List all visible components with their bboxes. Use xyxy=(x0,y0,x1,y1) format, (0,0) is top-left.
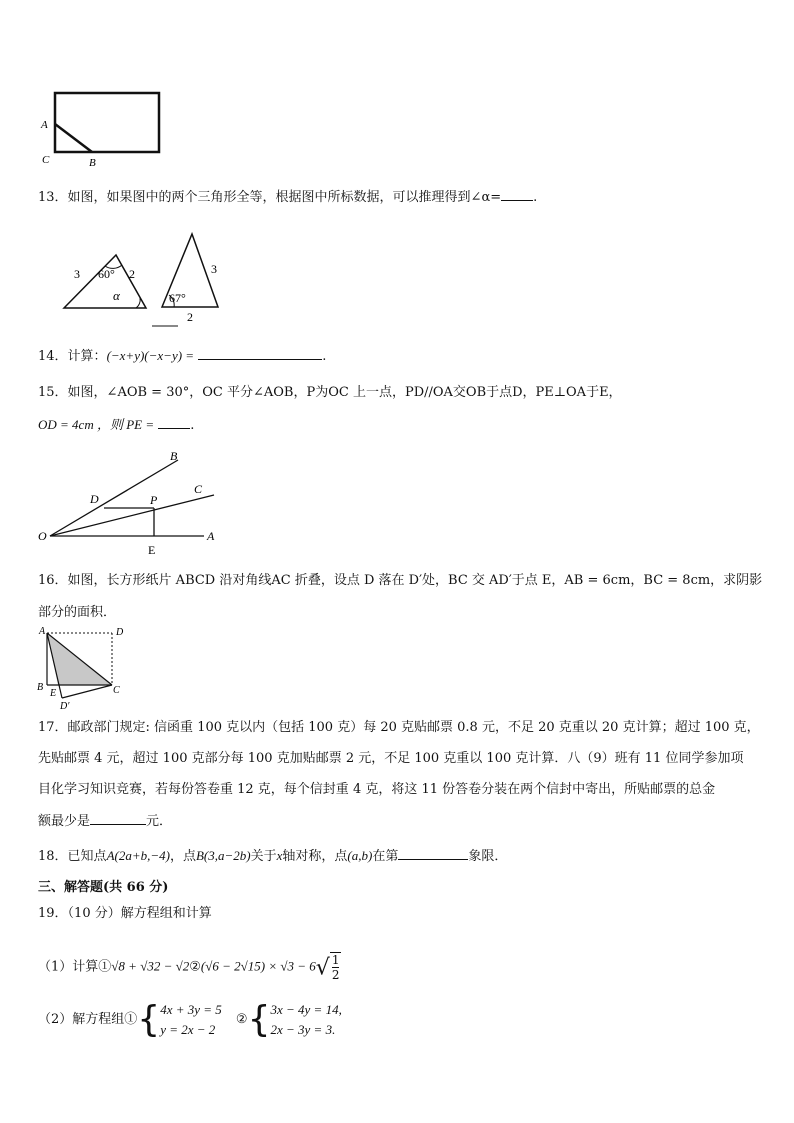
q17-text-2: 先贴邮票 4 元，超过 100 克部分每 100 克加贴邮票 2 元，不足 100 克重以 100 克计算．八（9）班有 11 位同学参加项 xyxy=(38,751,744,766)
system-1 xyxy=(160,1000,222,1040)
fig15-c: C xyxy=(194,482,203,496)
t2-angle-67: 67° xyxy=(169,291,186,305)
angle-figure xyxy=(36,446,226,558)
fig16-b: B xyxy=(37,682,44,693)
fig15-e: E xyxy=(148,543,156,557)
q19-frac-den: 2 xyxy=(331,968,340,982)
q15-text-2: OD = 4cm ，则 PE = xyxy=(38,417,155,432)
q18-text-d: 轴对称，点 xyxy=(282,849,348,864)
fig15-d: D xyxy=(90,492,99,506)
q13-tail: . xyxy=(533,190,538,205)
q17-text-4b: 元． xyxy=(146,814,173,829)
q19-sqrt-sign: √ xyxy=(315,955,330,981)
q15-text-1: 如图，∠AOB = 30°，OC 平分∠AOB，P为OC 上一点，PD//OA交OB于点D，PE⊥OA于E， xyxy=(67,385,622,400)
q18-text-b: ，点 xyxy=(169,849,196,864)
q19-p1-mid: ② xyxy=(189,959,201,975)
q19-p2-label: （2）解方程组① xyxy=(38,1012,138,1027)
question-19-part-2 xyxy=(38,1000,342,1040)
fig16-d: D xyxy=(116,627,124,638)
q18-point-b: B(3,a−2b) xyxy=(195,848,251,863)
t2-side-right: 3 xyxy=(211,262,217,276)
sys2-eq1: 3x − 4y = 14, xyxy=(270,1002,342,1017)
q19-p1-label: （1）计算① xyxy=(38,959,112,975)
question-13 xyxy=(38,188,537,207)
q14-expression: (−x+y)(−x−y) = xyxy=(106,348,195,363)
q18-x: x xyxy=(276,848,283,863)
sys1-eq1: 4x + 3y = 5 xyxy=(160,1002,222,1017)
q14-answer-blank[interactable] xyxy=(198,347,322,360)
q19-p1-expression-2: (√6 − 2√15) × √3 − 6 xyxy=(200,958,316,974)
question-17-line-2 xyxy=(38,750,743,768)
t2-side-bottom: 2 xyxy=(187,310,193,324)
q15-number: 15． xyxy=(38,385,68,400)
q14-prefix: 计算： xyxy=(67,349,107,364)
q18-point-a: A(2a+b,−4) xyxy=(106,848,170,863)
fig16-c: C xyxy=(113,685,120,696)
question-17-line-4 xyxy=(38,812,172,831)
question-16-line-1 xyxy=(38,572,762,590)
q16-number: 16． xyxy=(38,573,68,588)
t1-alpha: α xyxy=(113,288,120,303)
system-2 xyxy=(270,1000,341,1040)
q18-text-c: 关于 xyxy=(250,849,277,864)
q13-number: 13． xyxy=(38,190,68,205)
q17-answer-blank[interactable] xyxy=(90,812,146,825)
sys1-eq2: y = 2x − 2 xyxy=(160,1022,216,1037)
q17-number: 17． xyxy=(38,720,68,735)
question-18 xyxy=(38,847,507,866)
t1-side-left: 3 xyxy=(74,267,80,281)
fig-label-a: A xyxy=(41,119,48,131)
question-17-line-1 xyxy=(38,719,760,737)
q19-frac-num: 1 xyxy=(331,953,340,967)
rectangle-figure xyxy=(36,86,166,170)
q18-answer-blank[interactable] xyxy=(398,847,468,860)
t1-side-right: 2 xyxy=(129,267,135,281)
folded-rectangle-figure xyxy=(36,624,136,714)
brace-2: { xyxy=(247,999,271,1040)
q14-tail: . xyxy=(322,349,327,364)
q19-p1-expression-1: √8 + √32 − √2 xyxy=(111,958,190,974)
fig-label-c: C xyxy=(42,154,50,166)
question-14 xyxy=(38,347,326,366)
question-19-part-1 xyxy=(38,952,341,982)
q15-tail: . xyxy=(190,418,195,433)
fig15-o: O xyxy=(38,529,47,543)
q15-answer-blank[interactable] xyxy=(158,416,190,429)
q18-text-f: 象限． xyxy=(468,849,508,864)
q18-text-a: 已知点 xyxy=(67,849,107,864)
question-19-title: 19．（10 分）解方程组和计算 xyxy=(38,906,212,921)
brace-1: { xyxy=(137,999,161,1040)
q16-text-2: 部分的面积． xyxy=(38,605,117,620)
q18-point-ab: (a,b) xyxy=(347,848,373,863)
sys2-eq2: 2x − 3y = 3. xyxy=(270,1022,336,1037)
question-15-line-2 xyxy=(38,416,194,435)
section-3-heading: 三、解答题(共 66 分) xyxy=(38,880,169,895)
q16-text-1: 如图，长方形纸片 ABCD 沿对角线AC 折叠，设点 D 落在 D′处，BC 交 AD′于点 E，AB = 6cm，BC = 8cm，求阴影 xyxy=(67,573,763,588)
q18-text-e: 在第 xyxy=(372,849,399,864)
fig16-a: A xyxy=(39,626,46,637)
q13-answer-blank[interactable] xyxy=(501,188,533,201)
fig16-d-prime: D′ xyxy=(60,701,70,712)
q13-text: 如图，如果图中的两个三角形全等，根据图中所标数据，可以推理得到∠α= xyxy=(67,190,502,205)
fig-label-b: B xyxy=(89,157,96,169)
q17-text-3: 目化学习知识竞赛，若每份答卷重 12 克，每个信封重 4 克，将这 11 份答卷分装在两个信封中寄出，所贴邮票的总金 xyxy=(38,782,716,797)
fig15-a: A xyxy=(207,529,215,543)
q19-p2-mid: ② xyxy=(235,1012,248,1027)
triangles-figure xyxy=(56,228,236,328)
question-17-line-3 xyxy=(38,781,715,799)
question-15-line-1 xyxy=(38,384,622,402)
q18-number: 18． xyxy=(38,849,68,864)
q17-text-4a: 额最少是 xyxy=(38,814,91,829)
fig15-b: B xyxy=(170,449,178,463)
question-16-line-2 xyxy=(38,604,116,622)
fig15-p: P xyxy=(150,493,158,507)
t1-angle-60: 60° xyxy=(98,267,115,281)
q19-fraction xyxy=(330,952,342,982)
q14-number: 14． xyxy=(38,349,68,364)
q17-text-1: 邮政部门规定: 信函重 100 克以内（包括 100 克）每 20 克贴邮票 0.8 元，不足 20 克重以 20 克计算；超过 100 克， xyxy=(67,720,760,735)
fig16-e: E xyxy=(50,688,57,699)
